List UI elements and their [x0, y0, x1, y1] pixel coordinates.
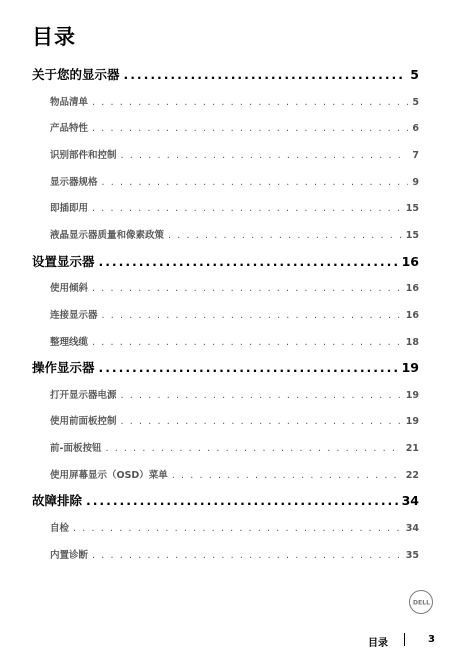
toc-entry-page: 19 — [405, 416, 419, 427]
toc-dot-leader — [92, 550, 402, 561]
toc-dot-leader — [99, 360, 398, 375]
toc-dot-leader — [99, 254, 398, 269]
toc-entry[interactable] — [50, 94, 419, 108]
toc-entry[interactable] — [32, 491, 419, 509]
toc-entry[interactable] — [50, 227, 419, 241]
toc-dot-leader — [121, 390, 402, 401]
toc-entry[interactable] — [50, 520, 419, 534]
toc-entry-title: 故障排除 — [32, 493, 83, 508]
toc-entry-page: 34 — [401, 493, 419, 508]
toc-dot-leader — [92, 97, 408, 108]
toc-entry[interactable] — [50, 147, 419, 161]
toc-dot-leader — [92, 283, 402, 294]
toc-entry-title: 使用倾斜 — [50, 283, 89, 294]
toc-entry-page: 22 — [405, 470, 419, 481]
toc-entry-page: 6 — [412, 123, 419, 134]
toc-entry-page: 18 — [405, 337, 419, 348]
toc-entry[interactable] — [50, 334, 419, 348]
dell-logo — [409, 590, 433, 614]
toc-entry[interactable] — [50, 200, 419, 214]
toc-entry-title: 产品特性 — [50, 123, 89, 134]
toc-dot-leader — [92, 337, 402, 348]
toc-entry-page: 15 — [405, 203, 419, 214]
toc-entry-page: 21 — [405, 443, 419, 454]
toc-entry-title: 设置显示器 — [32, 254, 95, 269]
toc-entry[interactable] — [32, 65, 419, 83]
toc-entry[interactable] — [50, 120, 419, 134]
toc-dot-leader — [102, 310, 402, 321]
toc-entry[interactable] — [50, 387, 419, 401]
toc-entry-page: 9 — [412, 177, 419, 188]
toc-entry-title: 使用前面板控制 — [50, 416, 117, 427]
toc-dot-leader — [92, 203, 402, 214]
toc-entry-title: 前-面板按钮 — [50, 443, 102, 454]
toc-entry-page: 7 — [412, 150, 419, 161]
toc-entry-title: 操作显示器 — [32, 360, 95, 375]
toc-entry-page: 34 — [405, 523, 419, 534]
toc-dot-leader — [121, 150, 409, 161]
toc-dot-leader — [102, 177, 409, 188]
toc-entry-page: 19 — [401, 360, 419, 375]
toc-entry-title: 自检 — [50, 523, 70, 534]
toc-dot-leader — [121, 416, 402, 427]
page-title: 目录 — [32, 25, 76, 49]
toc-entry[interactable] — [50, 440, 419, 454]
toc-entry-page: 35 — [405, 550, 419, 561]
toc-entry-page: 19 — [405, 390, 419, 401]
toc-dot-leader — [86, 493, 398, 508]
toc-entry[interactable] — [50, 467, 419, 481]
toc-dot-leader — [92, 123, 408, 134]
toc-entry[interactable] — [50, 307, 419, 321]
toc-entry-page: 15 — [405, 230, 419, 241]
toc-entry-title: 液晶显示器质量和像素政策 — [50, 230, 165, 241]
dell-logo-mark — [412, 598, 431, 606]
dell-logo-text: DELL — [412, 599, 430, 606]
toc-entry-page: 16 — [405, 283, 419, 294]
toc-entry-page: 5 — [410, 67, 419, 82]
toc-dot-leader — [124, 67, 407, 82]
toc-dot-leader — [105, 443, 401, 454]
toc-entry-title: 物品清单 — [50, 97, 89, 108]
toc-entry-title: 即插即用 — [50, 203, 89, 214]
toc-dot-leader — [172, 470, 402, 481]
toc-entry-title: 整理线缆 — [50, 337, 89, 348]
toc-entry-title: 打开显示器电源 — [50, 390, 117, 401]
toc-entry-title: 关于您的显示器 — [32, 67, 120, 82]
toc-entry[interactable] — [50, 547, 419, 561]
toc-entry[interactable] — [50, 174, 419, 188]
toc-dot-leader — [168, 230, 402, 241]
toc-entry-page: 16 — [405, 310, 419, 321]
toc-entry-title: 连接显示器 — [50, 310, 98, 321]
toc-entry-title: 显示器规格 — [50, 177, 98, 188]
toc-dot-leader — [73, 523, 402, 534]
toc-entry-page: 5 — [412, 97, 419, 108]
toc-entry[interactable] — [50, 280, 419, 294]
toc-entry-page: 16 — [401, 254, 419, 269]
footer-divider — [404, 633, 405, 646]
footer-section-label: 目录 — [368, 638, 388, 649]
toc-entry[interactable] — [32, 252, 419, 270]
toc-entry[interactable] — [50, 413, 419, 427]
toc-entry-title: 内置诊断 — [50, 550, 89, 561]
toc-entry[interactable] — [32, 358, 419, 376]
toc-entry-title: 使用屏幕显示（OSD）菜单 — [50, 470, 168, 481]
toc-entry-title: 识别部件和控制 — [50, 150, 117, 161]
footer-page-number: 3 — [428, 634, 435, 645]
